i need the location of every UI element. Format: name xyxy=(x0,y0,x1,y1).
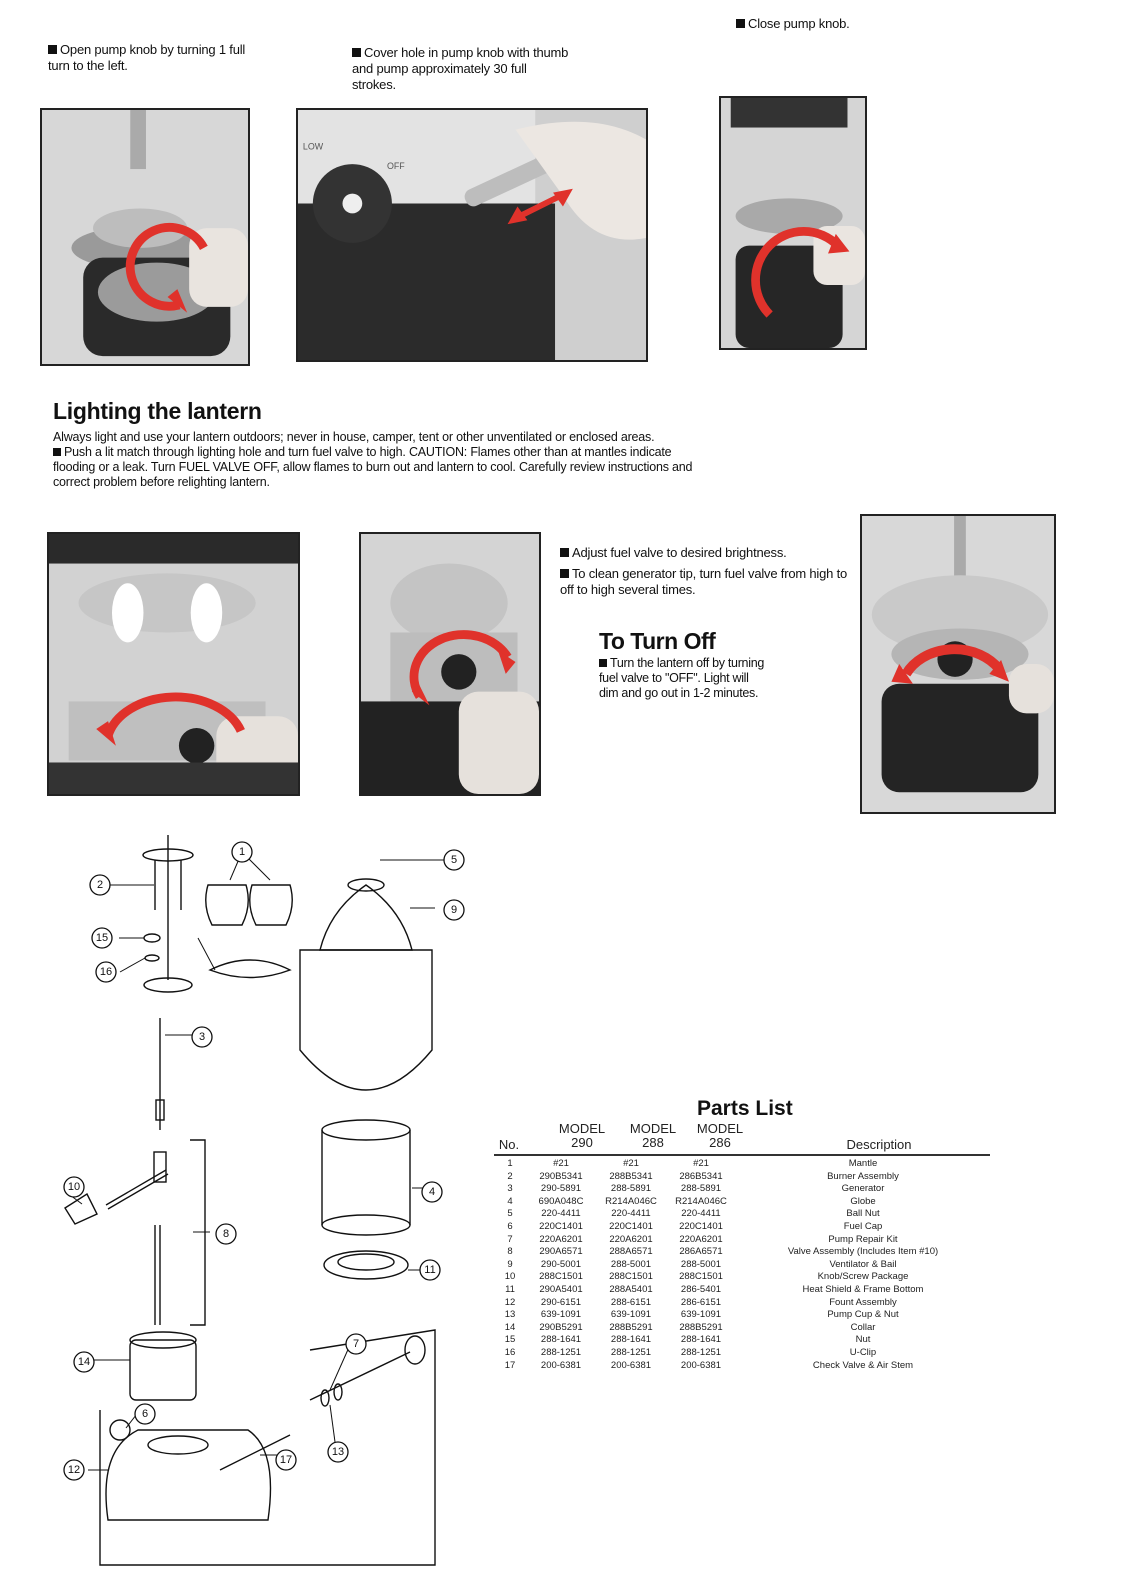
table-cell-no: 14 xyxy=(504,1321,516,1333)
callout-17: 17 xyxy=(279,1454,293,1466)
table-cell-m288: 288-1641 xyxy=(610,1334,652,1346)
clean-generator-caption: To clean generator tip, turn fuel valve from high to off to high several times. xyxy=(560,566,848,597)
table-row xyxy=(494,1309,990,1322)
callout-14: 14 xyxy=(77,1356,91,1368)
header-model-290: MODEL 290 xyxy=(558,1121,606,1150)
table-cell-desc: Ventilator & Bail xyxy=(829,1258,897,1270)
table-cell-m288: #21 xyxy=(623,1158,639,1169)
table-cell-desc: Knob/Screw Package xyxy=(817,1271,909,1283)
table-cell-m286: 288-1251 xyxy=(680,1346,722,1358)
table-cell-m290: 220C1401 xyxy=(539,1220,583,1232)
table-row xyxy=(494,1297,990,1310)
table-cell-no: 5 xyxy=(507,1208,513,1220)
table-cell-desc: Fuel Cap xyxy=(843,1220,883,1232)
bullet-square-icon xyxy=(560,548,569,557)
lighting-line-2: Push a lit match through lighting hole and turn fuel valve to high. CAUTION: Flames other than at mantles indicate flooding or a leak. Turn FUEL VALVE OFF, allow flames to burn out and lantern to cool. Carefully review instructions and correct problem before relighting lantern. xyxy=(53,445,693,489)
table-cell-m288: 288A5401 xyxy=(609,1283,653,1295)
table-cell-m286: 286-5401 xyxy=(680,1283,722,1295)
table-cell-m286: 286A6571 xyxy=(679,1246,723,1258)
table-cell-m288: 288C1501 xyxy=(609,1271,653,1283)
table-row xyxy=(494,1171,990,1184)
photo-lighting-match xyxy=(47,532,300,796)
callout-13: 13 xyxy=(331,1446,345,1458)
callout-3: 3 xyxy=(198,1031,206,1043)
table-row xyxy=(494,1347,990,1360)
table-cell-m288: 220-4411 xyxy=(611,1208,651,1220)
table-cell-m290: 290A6571 xyxy=(539,1246,583,1258)
callout-1: 1 xyxy=(238,846,246,858)
callout-16: 16 xyxy=(99,966,113,978)
header-description: Description xyxy=(846,1137,912,1152)
parts-list-table xyxy=(494,1158,990,1372)
table-cell-no: 7 xyxy=(507,1233,513,1245)
parts-table xyxy=(494,1158,990,1372)
table-cell-m286: #21 xyxy=(693,1158,709,1169)
table-row xyxy=(494,1246,990,1259)
table-cell-desc: U-Clip xyxy=(849,1346,877,1358)
table-cell-desc: Check Valve & Air Stem xyxy=(812,1359,914,1371)
table-cell-m288: 220A6201 xyxy=(609,1233,653,1245)
bullet-square-icon xyxy=(560,569,569,578)
table-cell-no: 15 xyxy=(504,1334,516,1346)
valve-label-off: OFF xyxy=(386,161,405,172)
callout-2: 2 xyxy=(96,879,104,891)
table-row xyxy=(494,1284,990,1297)
table-cell-no: 6 xyxy=(507,1220,513,1232)
table-cell-m290: 639-1091 xyxy=(540,1309,582,1321)
callout-10: 10 xyxy=(67,1181,81,1193)
table-cell-desc: Ball Nut xyxy=(846,1208,880,1220)
table-cell-no: 3 xyxy=(507,1183,513,1195)
table-row xyxy=(494,1196,990,1209)
table-cell-no: 13 xyxy=(504,1309,516,1321)
header-no: No. xyxy=(498,1137,520,1152)
table-cell-m286: 220C1401 xyxy=(679,1220,723,1232)
photo-adjust-valve xyxy=(359,532,541,796)
callout-9: 9 xyxy=(450,904,458,916)
callout-15: 15 xyxy=(95,932,109,944)
exploded-parts-diagram xyxy=(30,830,480,1570)
table-cell-m286: 288-5001 xyxy=(680,1258,722,1270)
table-cell-desc: Pump Repair Kit xyxy=(828,1233,898,1245)
table-cell-m286: 639-1091 xyxy=(680,1309,722,1321)
step-cover-hole-caption: Cover hole in pump knob with thumb and pump approximately 30 full strokes. xyxy=(352,45,569,92)
table-cell-desc: Heat Shield & Frame Bottom xyxy=(802,1283,924,1295)
table-cell-m288: 288-5891 xyxy=(610,1183,652,1195)
callout-8: 8 xyxy=(222,1228,230,1240)
bullet-square-icon xyxy=(53,448,61,456)
table-row xyxy=(494,1334,990,1347)
callout-4: 4 xyxy=(428,1186,436,1198)
table-row xyxy=(494,1183,990,1196)
table-row xyxy=(494,1208,990,1221)
table-cell-m286: 286B5341 xyxy=(679,1170,723,1182)
header-model-286: MODEL 286 xyxy=(696,1121,744,1150)
bullet-square-icon xyxy=(48,45,57,54)
callout-12: 12 xyxy=(67,1464,81,1476)
photo-open-pump-knob xyxy=(40,108,250,366)
table-cell-m288: 288B5341 xyxy=(609,1170,653,1182)
callout-11: 11 xyxy=(424,1264,436,1276)
header-model-288: MODEL 288 xyxy=(629,1121,677,1150)
table-cell-m290: 200-6381 xyxy=(540,1359,582,1371)
table-row xyxy=(494,1259,990,1272)
table-cell-m286: R214A046C xyxy=(675,1195,727,1207)
step-close-pump-caption: Close pump knob. xyxy=(736,16,876,32)
table-cell-m290: 290-5001 xyxy=(540,1258,582,1270)
table-cell-no: 4 xyxy=(507,1195,513,1207)
valve-label-low: LOW xyxy=(302,141,324,152)
table-cell-m288: 288A6571 xyxy=(609,1246,653,1258)
table-cell-no: 2 xyxy=(507,1170,513,1182)
table-cell-m288: 288-5001 xyxy=(610,1258,652,1270)
table-cell-no: 11 xyxy=(505,1283,515,1295)
table-cell-m286: 220-4411 xyxy=(681,1208,721,1220)
table-cell-desc: Valve Assembly (Includes Item #10) xyxy=(787,1246,939,1258)
table-cell-desc: Generator xyxy=(841,1183,885,1195)
callout-7: 7 xyxy=(352,1338,360,1350)
table-row xyxy=(494,1234,990,1247)
table-cell-no: 8 xyxy=(507,1246,513,1258)
photo-close-pump-knob xyxy=(719,96,867,350)
table-cell-desc: Burner Assembly xyxy=(827,1170,899,1182)
table-cell-desc: Mantle xyxy=(848,1158,878,1169)
turn-off-title: To Turn Off xyxy=(599,628,716,654)
table-cell-desc: Collar xyxy=(850,1321,876,1333)
table-cell-m288: 220C1401 xyxy=(609,1220,653,1232)
bullet-square-icon xyxy=(352,48,361,57)
table-cell-m286: 288C1501 xyxy=(679,1271,723,1283)
table-cell-m290: 288-1641 xyxy=(540,1334,582,1346)
table-cell-m290: #21 xyxy=(553,1158,569,1169)
table-cell-m290: 220-4411 xyxy=(541,1208,581,1220)
table-cell-m286: 288B5291 xyxy=(679,1321,723,1333)
table-row xyxy=(494,1360,990,1373)
table-cell-m288: 288-1251 xyxy=(610,1346,652,1358)
table-cell-no: 10 xyxy=(504,1271,516,1283)
photo-pumping xyxy=(296,108,648,362)
lighting-instructions xyxy=(53,430,698,490)
table-cell-desc: Globe xyxy=(850,1195,876,1207)
table-cell-no: 12 xyxy=(504,1296,516,1308)
table-cell-m286: 288-5891 xyxy=(680,1183,722,1195)
table-cell-m290: 290B5291 xyxy=(539,1321,583,1333)
bullet-square-icon xyxy=(599,659,607,667)
table-cell-m290: 220A6201 xyxy=(539,1233,583,1245)
lighting-title: Lighting the lantern xyxy=(53,398,262,424)
table-cell-m288: R214A046C xyxy=(605,1195,657,1207)
header-rule xyxy=(494,1154,990,1156)
table-cell-m286: 288-1641 xyxy=(680,1334,722,1346)
parts-list-title: Parts List xyxy=(697,1097,793,1120)
table-cell-m288: 288-6151 xyxy=(610,1296,652,1308)
callout-5: 5 xyxy=(450,854,458,866)
table-row xyxy=(494,1158,990,1171)
table-cell-m288: 200-6381 xyxy=(610,1359,652,1371)
table-row xyxy=(494,1271,990,1284)
table-cell-m290: 290-5891 xyxy=(540,1183,582,1195)
adjust-brightness-caption: Adjust fuel valve to desired brightness. xyxy=(560,545,850,561)
table-cell-m286: 200-6381 xyxy=(680,1359,722,1371)
bullet-square-icon xyxy=(736,19,745,28)
table-cell-no: 17 xyxy=(504,1359,516,1371)
table-row xyxy=(494,1322,990,1335)
table-cell-m286: 220A6201 xyxy=(679,1233,723,1245)
table-cell-m290: 290B5341 xyxy=(539,1170,583,1182)
table-cell-m290: 690A048C xyxy=(538,1195,584,1207)
table-cell-m286: 286-6151 xyxy=(680,1296,722,1308)
table-cell-desc: Nut xyxy=(855,1334,871,1346)
table-cell-desc: Fount Assembly xyxy=(829,1296,897,1308)
table-cell-desc: Pump Cup & Nut xyxy=(827,1309,899,1321)
table-cell-m290: 288C1501 xyxy=(539,1271,583,1283)
step-open-pump-caption: Open pump knob by turning 1 full turn to the left. xyxy=(48,42,246,73)
table-cell-m288: 288B5291 xyxy=(609,1321,653,1333)
lighting-line-1: Always light and use your lantern outdoors; never in house, camper, tent or other unventilated or enclosed areas. xyxy=(53,430,655,444)
table-cell-m290: 288-1251 xyxy=(540,1346,582,1358)
table-cell-m290: 290A5401 xyxy=(539,1283,583,1295)
table-row xyxy=(494,1221,990,1234)
callout-6: 6 xyxy=(141,1408,149,1420)
table-cell-no: 1 xyxy=(507,1158,513,1169)
turn-off-body: Turn the lantern off by turning fuel valve to "OFF". Light will dim and go out in 1-2 minutes. xyxy=(599,656,764,700)
table-cell-m288: 639-1091 xyxy=(610,1309,652,1321)
photo-turn-off xyxy=(860,514,1056,814)
table-cell-m290: 290-6151 xyxy=(540,1296,582,1308)
table-cell-no: 16 xyxy=(504,1346,516,1358)
table-cell-no: 9 xyxy=(507,1258,513,1270)
